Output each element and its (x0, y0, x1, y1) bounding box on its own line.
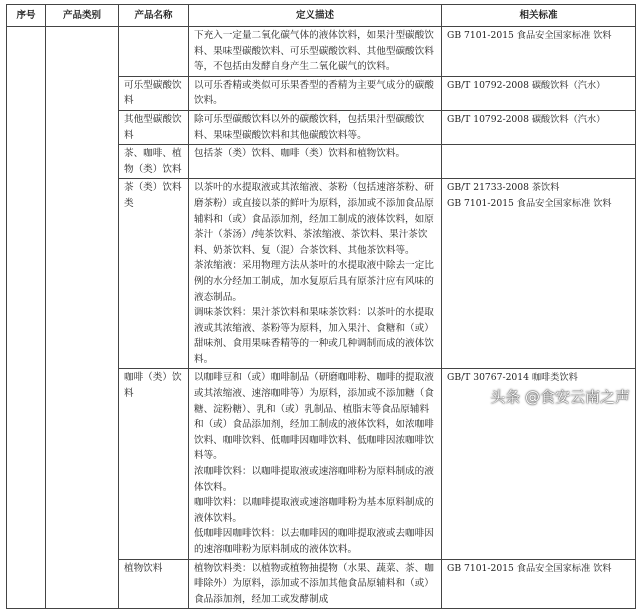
cell-product-name: 其他型碳酸饮料 (119, 110, 189, 144)
cell-definition (189, 76, 442, 110)
cell-standard (442, 145, 636, 179)
standard-line: GB 7101-2015 食品安全国家标准 饮料 (447, 562, 612, 574)
cell-definition (189, 559, 442, 609)
definition-paragraph: 除可乐型碳酸饮料以外的碳酸饮料，包括果汁型碳酸饮料、果味型碳酸饮料和其他碳酸饮料等。 (194, 113, 425, 141)
standard-line: GB/T 10792-2008 碳酸饮料（汽水） (447, 79, 606, 91)
definition-paragraph: 以咖啡豆和（或）咖啡制品（研磨咖啡粉、咖啡的提取液或其浓缩液、速溶咖啡等）为原料，添加或不添加糖（食糖、淀粉糖）、乳和（或）乳制品、植脂末等食品原辅料和（或）食品添加剂，经加工制成的液体饮料，如浓咖啡饮料、咖啡饮料、低咖啡因咖啡饮料、低咖啡因浓咖啡饮料等。 (194, 372, 434, 462)
definition-paragraph: 低咖啡因咖啡饮料：以去咖啡因的咖啡提取液或去咖啡因的速溶咖啡粉为原料制成的液体饮料。 (194, 528, 434, 555)
table-row (7, 27, 636, 77)
beverage-classification-table (6, 4, 636, 609)
column-header: 序号 (7, 5, 46, 27)
standard-line: GB 7101-2015 食品安全国家标准 饮料 (447, 30, 612, 41)
definition-paragraph: 以可乐香精或类似可乐果香型的香精为主要气成分的碳酸饮料。 (194, 79, 434, 107)
cell-product-name (119, 27, 189, 77)
column-header: 定义描述 (189, 5, 442, 27)
definition-paragraph: 植物饮料类：以植物或植物抽提物（水果、蔬菜、茶、咖啡除外）为原料，添加或不添加其他食品原辅料和（或）食品添加剂，经加工或发酵制成 (194, 562, 434, 605)
standard-line: GB/T 30767-2014 咖啡类饮料 (447, 372, 578, 384)
cell-standard (442, 179, 636, 369)
definition-paragraph: 下充入一定量二氧化碳气体的液体饮料，如果汁型碳酸饮料、果味型碳酸饮料、可乐型碳酸饮料、其他型碳酸饮料等，不包括由发酵自身产生二氧化碳气的饮料。 (194, 30, 434, 73)
cell-standard (442, 110, 636, 144)
cell-definition (189, 179, 442, 369)
cell-definition (189, 145, 442, 179)
watermark: 头条 @食安云南之声 (490, 388, 630, 406)
definition-paragraph: 咖啡饮料：以咖啡提取液或速溶咖啡粉为基本原料制成的液体饮料。 (194, 497, 434, 524)
cell-product-name: 茶（类）饮料类 (119, 179, 189, 369)
definition-paragraph: 以茶叶的水提取液或其浓缩液、茶粉（包括速溶茶粉、研磨茶粉）或直接以茶的鲜叶为原料，添加或不添加食品原辅料和（或）食品添加剂，经加工制成的液体饮料，如原茶汁（茶汤）/纯茶饮料、茶浓缩液、茶饮料、果汁茶饮料、奶茶饮料、复（混）合茶饮料、其他茶饮料等。 (194, 182, 434, 256)
standard-line: GB/T 10792-2008 碳酸饮料（汽水） (447, 113, 606, 125)
definition-paragraph: 茶浓缩液：采用物理方法从茶叶的水提取液中除去一定比例的水分经加工制成，加水复原后具有原茶汁应有风味的液态制品。 (194, 260, 434, 303)
standard-line: GB/T 21733-2008 茶饮料 (447, 182, 560, 194)
cell-product-name: 咖啡（类）饮料 (119, 369, 189, 559)
cell-category (46, 27, 119, 609)
column-header: 相关标准 (442, 5, 636, 27)
cell-standard (442, 27, 636, 77)
cell-product-name: 可乐型碳酸饮料 (119, 76, 189, 110)
table-header-row (7, 5, 636, 27)
standard-line: GB 7101-2015 食品安全国家标准 饮料 (447, 197, 612, 209)
definition-paragraph: 调味茶饮料：果汁茶饮料和果味茶饮料：以茶叶的水提取液或其浓缩液、茶粉等为原料，加入果汁、食糖和（或）甜味剂、食用果味香精等的一种或几种调制而成的液体饮料。 (194, 307, 434, 365)
cell-definition (189, 110, 442, 144)
column-header: 产品类别 (46, 5, 119, 27)
cell-standard (442, 559, 636, 609)
definition-paragraph: 浓咖啡饮料：以咖啡提取液或速溶咖啡粉为原料制成的液体饮料。 (194, 466, 434, 493)
column-header: 产品名称 (119, 5, 189, 27)
cell-definition (189, 369, 442, 559)
cell-standard (442, 76, 636, 110)
cell-product-name: 植物饮料 (119, 559, 189, 609)
definition-paragraph: 包括茶（类）饮料、咖啡（类）饮料和植物饮料。 (194, 148, 406, 160)
cell-product-name: 茶、咖啡、植物（类）饮料 (119, 145, 189, 179)
cell-definition (189, 27, 442, 77)
cell-seq (7, 27, 46, 609)
